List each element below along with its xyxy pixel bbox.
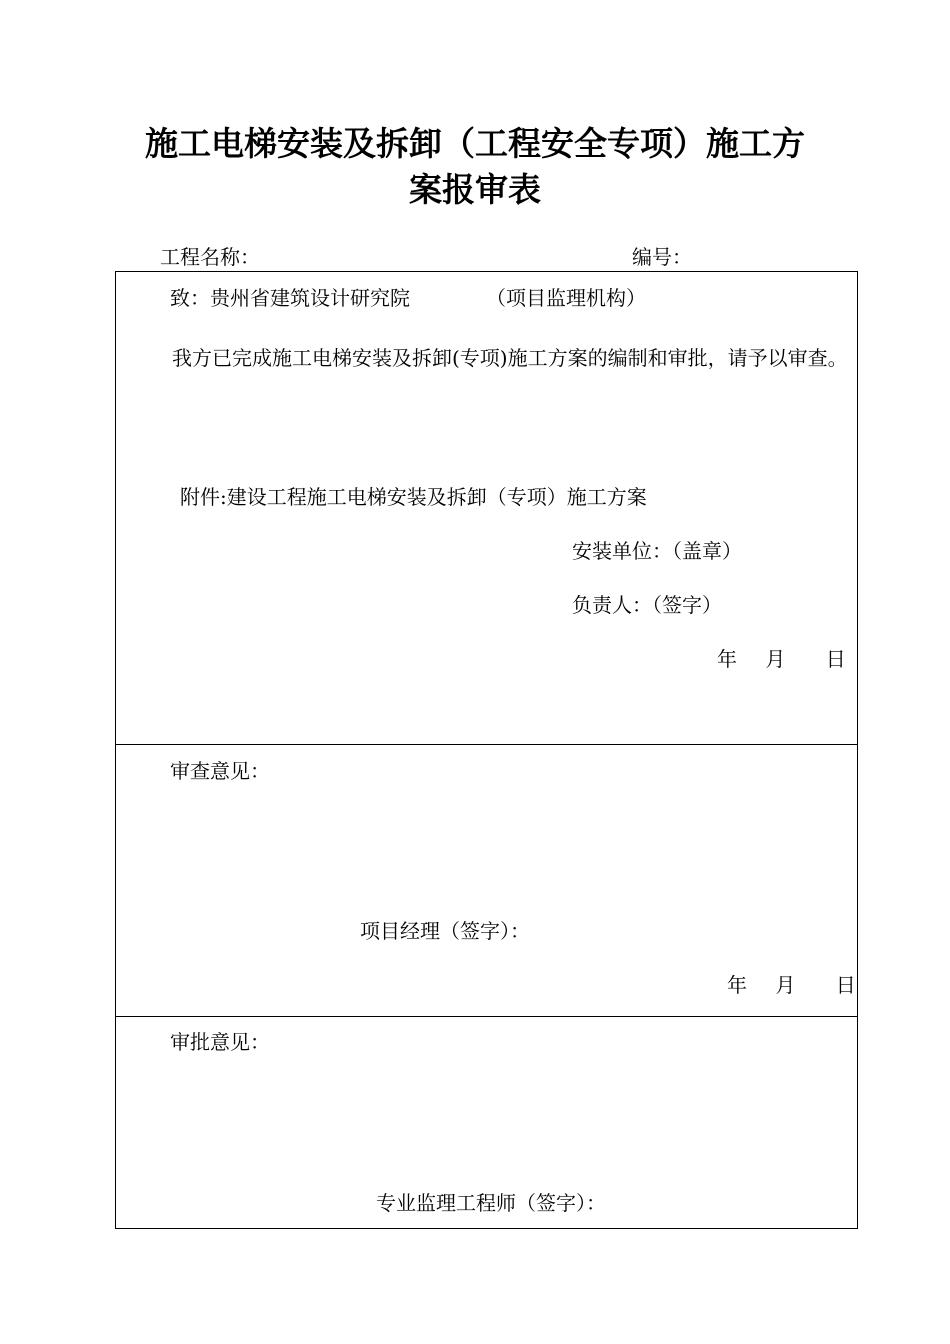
responsible-person-label: 负责人：（签字） [572,593,722,617]
date-year: 年 [727,973,747,997]
document-title-line2: 案报审表 [409,170,541,209]
date-day: 日 [835,973,856,997]
review-section [116,745,857,1017]
submission-section [116,272,857,745]
review-date [727,971,856,999]
approval-section [116,1017,857,1228]
date-month: 月 [765,647,786,671]
submission-date [717,645,846,673]
number-label: 编号： [632,245,692,269]
date-year: 年 [717,647,737,671]
recipient-label: 致：贵州省建筑设计研究院 [170,286,410,310]
document-title-line1: 施工电梯安装及拆卸（工程安全专项）施工方 [145,124,805,163]
recipient-org-note: （项目监理机构） [486,286,646,310]
install-unit-label: 安装单位：（盖章） [572,539,742,563]
supervising-engineer-signature-label: 专业监理工程师（签字）： [376,1191,606,1215]
attachment-text: 附件:建设工程施工电梯安装及拆卸（专项）施工方案 [180,485,647,509]
date-month: 月 [775,973,796,997]
project-manager-signature-label: 项目经理（签字）： [360,919,530,943]
form-table [115,271,858,1229]
approval-opinion-label: 审批意见： [170,1030,270,1054]
date-day: 日 [825,647,846,671]
submission-body-text: 我方已完成施工电梯安装及拆卸(专项)施工方案的编制和审批，请予以审查。 [172,346,848,370]
project-name-label: 工程名称： [160,245,260,269]
review-opinion-label: 审查意见： [170,759,270,783]
